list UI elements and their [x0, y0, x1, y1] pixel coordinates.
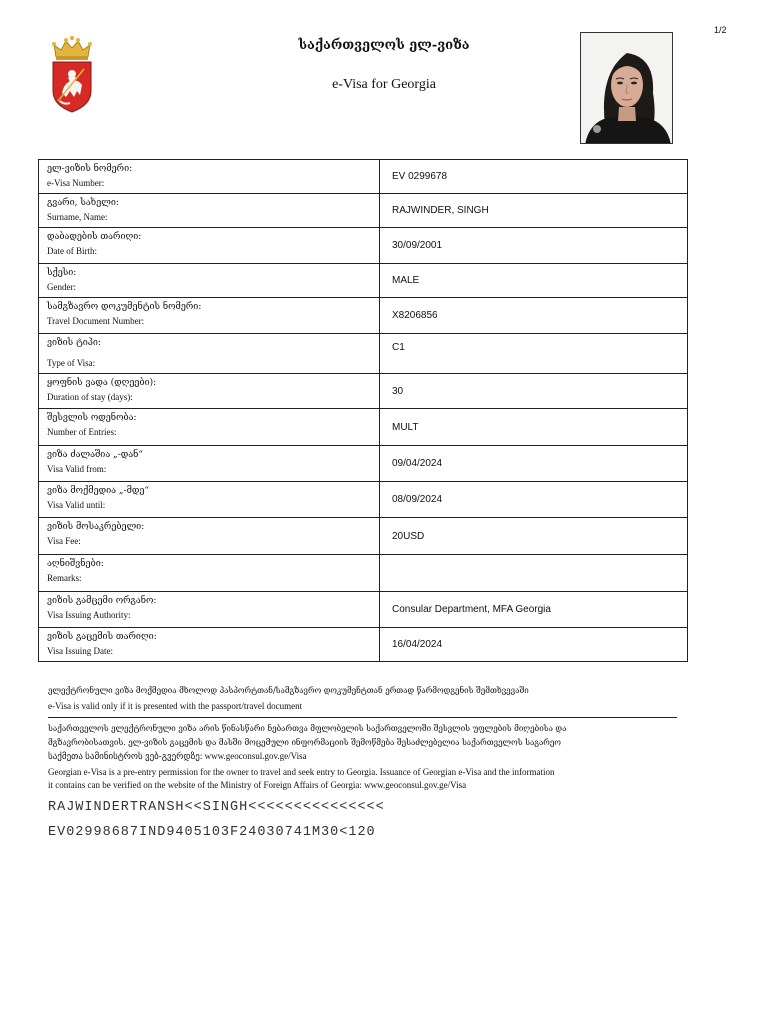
field-label-english: Number of Entries: — [47, 427, 117, 437]
field-label-english: Remarks: — [47, 573, 82, 583]
section-divider — [48, 717, 677, 718]
applicant-photo — [580, 32, 673, 144]
field-value-remarks — [380, 555, 688, 592]
info-georgian-line-3: საქმეთა სამინისტროს ვებ-გვერდზე: www.geoconsul.gov.ge/Visa — [48, 751, 307, 761]
info-english-line-1: Georgian e-Visa is a pre-entry permission for the owner to travel and seek entry to Georgia. Issuance of Georgian e-Visa and the information — [48, 767, 555, 777]
field-label-georgian: ვიზის მოსაკრებელი: — [47, 522, 145, 532]
field-label-english: Visa Valid from: — [47, 464, 107, 474]
field-value-visa-issuing-date: 16/04/2024 — [380, 628, 688, 662]
field-label-georgian: ვიზის გაცემის თარიღი: — [47, 632, 157, 642]
field-label-georgian: ელ-ვიზის ნომერი: — [47, 164, 133, 174]
field-label-georgian: ვიზის გამცემი ორგანო: — [47, 596, 157, 606]
field-value-number-of-entries: MULT — [380, 409, 688, 446]
field-label-english: Visa Fee: — [47, 536, 81, 546]
field-label-georgian: აღნიშვნები: — [47, 559, 104, 569]
field-row-travel-document-number — [39, 298, 688, 334]
field-label-english: Type of Visa: — [47, 358, 96, 368]
field-value-gender: MALE — [380, 264, 688, 298]
field-value-evisa-number: EV 0299678 — [380, 160, 688, 194]
field-row-duration-of-stay — [39, 374, 688, 409]
field-value-type-of-visa: C1 — [380, 334, 688, 374]
field-label-english: Surname, Name: — [47, 212, 108, 222]
info-english-line-2: it contains can be verified on the website of the Ministry of Foreign Affairs of Georgia: www.geoconsul.gov.ge/Visa — [48, 780, 467, 790]
page-number: 1/2 — [714, 25, 727, 35]
field-label-english: Visa Issuing Authority: — [47, 610, 131, 620]
field-row-visa-issuing-date — [39, 628, 688, 662]
field-value-date-of-birth: 30/09/2001 — [380, 228, 688, 264]
field-label-english: Travel Document Number: — [47, 316, 145, 326]
field-label-english: Visa Valid until: — [47, 500, 106, 510]
field-value-travel-document-number: X8206856 — [380, 298, 688, 334]
document-title-georgian: საქართველოს ელ-ვიზა — [298, 38, 470, 53]
field-label-georgian: გვარი, სახელი: — [47, 198, 119, 208]
field-label-english: Duration of stay (days): — [47, 392, 133, 402]
field-value-duration-of-stay: 30 — [380, 374, 688, 409]
field-label-georgian: ვიზა ძალაშია „-დან“ — [47, 450, 144, 460]
field-value-visa-issuing-authority: Consular Department, MFA Georgia — [380, 592, 688, 628]
field-row-gender — [39, 264, 688, 298]
field-value-visa-valid-from: 09/04/2024 — [380, 446, 688, 482]
field-label-english: Gender: — [47, 282, 76, 292]
validity-notice-georgian: ელექტრონული ვიზა მოქმედია მხოლოდ პასპორტთან/სამგზავრო დოკუმენტთან ერთად წარმოდგენის შემთხვევაში — [48, 686, 529, 695]
field-label-georgian: შესვლის ოდენობა: — [47, 413, 137, 423]
field-label-georgian: დაბადების თარიღი: — [47, 232, 142, 242]
validity-notice-english: e-Visa is valid only if it is presented with the passport/travel document — [48, 701, 303, 711]
field-row-surname-name — [39, 194, 688, 228]
field-row-evisa-number — [39, 160, 688, 194]
field-row-visa-valid-from — [39, 446, 688, 482]
mrz-line-1: RAJWINDERTRANSH<<SINGH<<<<<<<<<<<<<<< — [48, 800, 385, 815]
info-georgian-line-2: მგზავრობისათვის. ელ-ვიზის გაცემის და მასში მოცემული ინფორმაციის შემოწმება შესაძლებელია საქართველოს საგარეო — [48, 738, 561, 747]
field-row-visa-issuing-authority — [39, 592, 688, 628]
document-title-english: e-Visa for Georgia — [332, 77, 436, 92]
field-label-english: e-Visa Number: — [47, 178, 105, 188]
field-label-georgian: სქესი: — [47, 268, 77, 278]
visa-details-table — [38, 159, 688, 662]
field-label-georgian: ვიზა მოქმედია „-მდე“ — [47, 486, 150, 496]
field-label-english: Date of Birth: — [47, 246, 97, 256]
mrz-line-2: EV02998687IND9405103F24030741M30<120 — [48, 825, 376, 840]
field-label-english: Visa Issuing Date: — [47, 646, 113, 656]
field-row-type-of-visa — [39, 334, 688, 374]
field-row-remarks — [39, 555, 688, 592]
field-row-number-of-entries — [39, 409, 688, 446]
field-row-visa-fee — [39, 518, 688, 555]
field-value-visa-valid-until: 08/09/2024 — [380, 482, 688, 518]
field-value-surname-name: RAJWINDER, SINGH — [380, 194, 688, 228]
info-georgian-line-1: საქართველოს ელექტრონული ვიზა არის წინასწარი ნებართვა მფლობელის საქართველოში შესვლის უფლების მიღებისა და — [48, 724, 567, 733]
field-label-georgian: ყოფნის ვადა (დღეები): — [47, 378, 157, 388]
field-row-visa-valid-until — [39, 482, 688, 518]
field-value-visa-fee: 20USD — [380, 518, 688, 555]
field-label-georgian: სამგზავრო დოკუმენტის ნომერი: — [47, 302, 202, 312]
field-row-date-of-birth — [39, 228, 688, 264]
field-label-georgian: ვიზის ტიპი: — [47, 338, 101, 348]
